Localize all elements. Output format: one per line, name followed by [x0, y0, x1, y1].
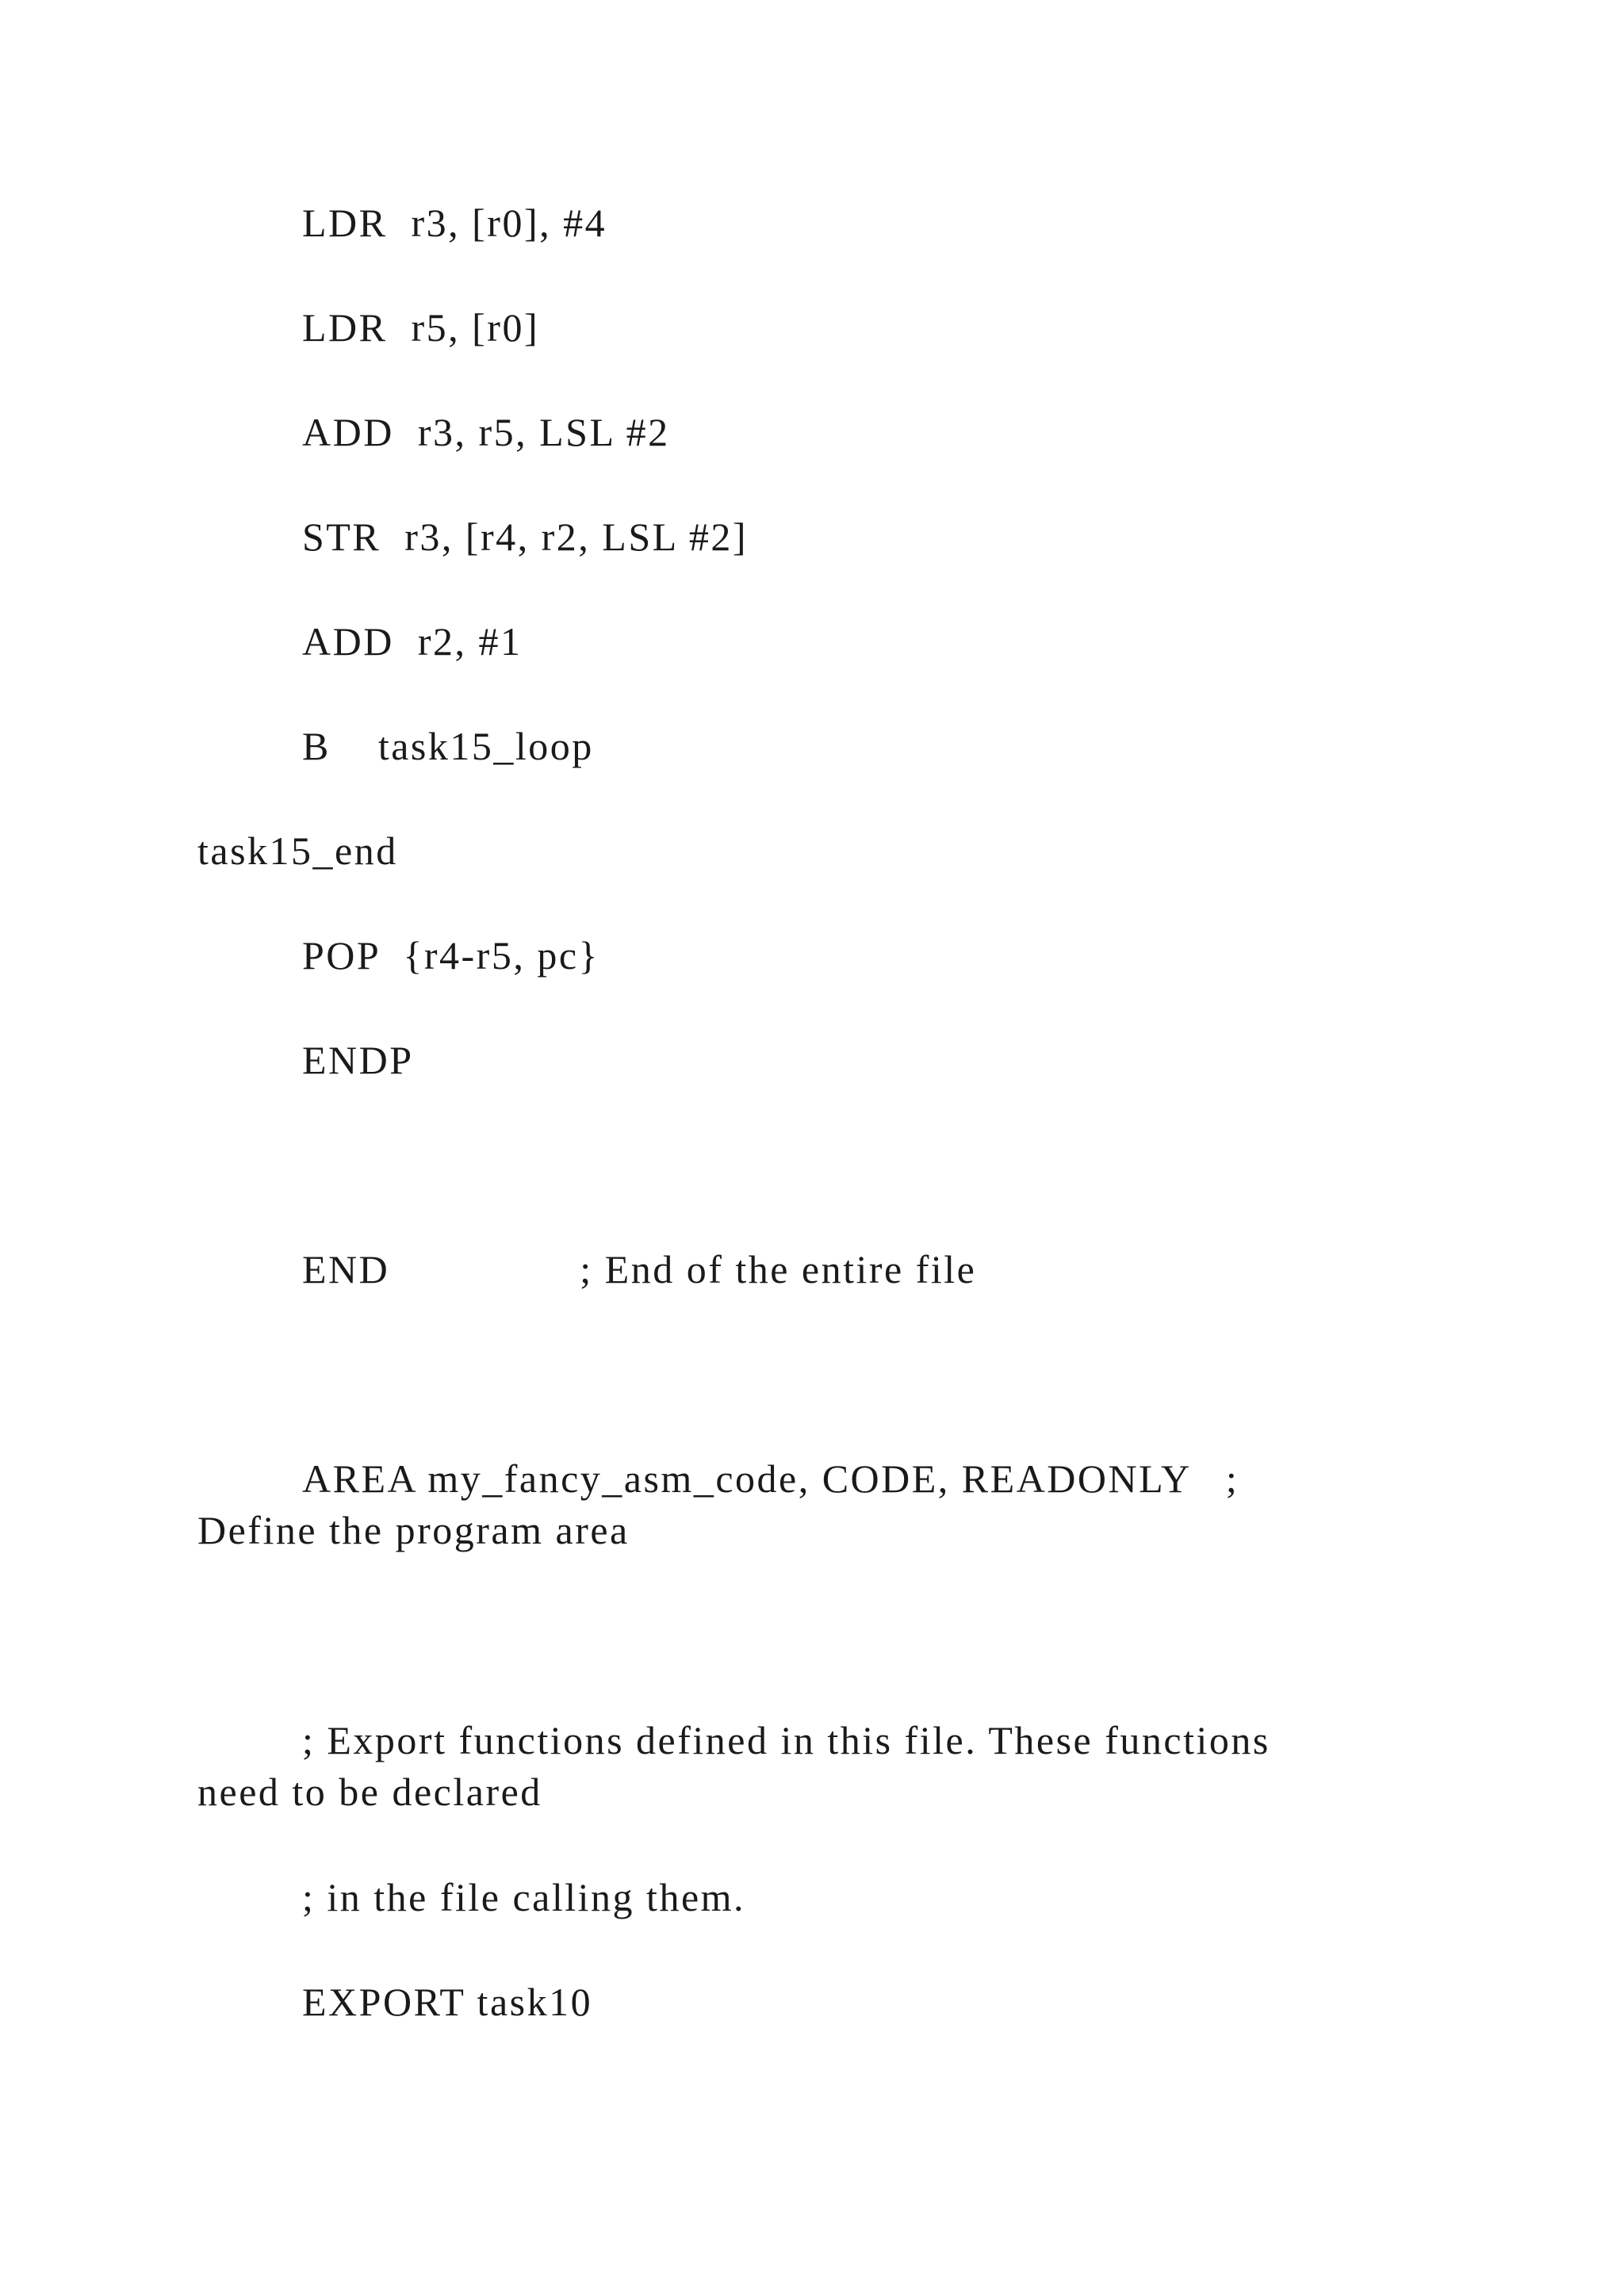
code-line-branch: B task15_loop — [302, 724, 594, 768]
code-line-pop: POP {r4-r5, pc} — [302, 933, 600, 978]
code-line-ldr-r3: LDR r3, [r0], #4 — [302, 201, 607, 245]
code-line-area: AREA my_fancy_asm_code, CODE, READONLY ; — [302, 1456, 1239, 1501]
code-line-add-r2: ADD r2, #1 — [302, 619, 523, 664]
code-line-endp: ENDP — [302, 1038, 414, 1082]
code-label-task15-end: task15_end — [197, 828, 398, 873]
code-line-area-comment: Define the program area — [197, 1508, 630, 1552]
code-line-end: END ; End of the entire file — [302, 1247, 977, 1292]
comment-export-functions: ; Export functions defined in this file. These functions — [302, 1718, 1270, 1762]
comment-need-declared: need to be declared — [197, 1770, 542, 1814]
code-line-export: EXPORT task10 — [302, 1980, 593, 2024]
code-line-str: STR r3, [r4, r2, LSL #2] — [302, 515, 748, 559]
code-line-ldr-r5: LDR r5, [r0] — [302, 305, 540, 350]
code-line-add-lsl: ADD r3, r5, LSL #2 — [302, 410, 670, 454]
comment-calling-file: ; in the file calling them. — [302, 1875, 746, 1919]
